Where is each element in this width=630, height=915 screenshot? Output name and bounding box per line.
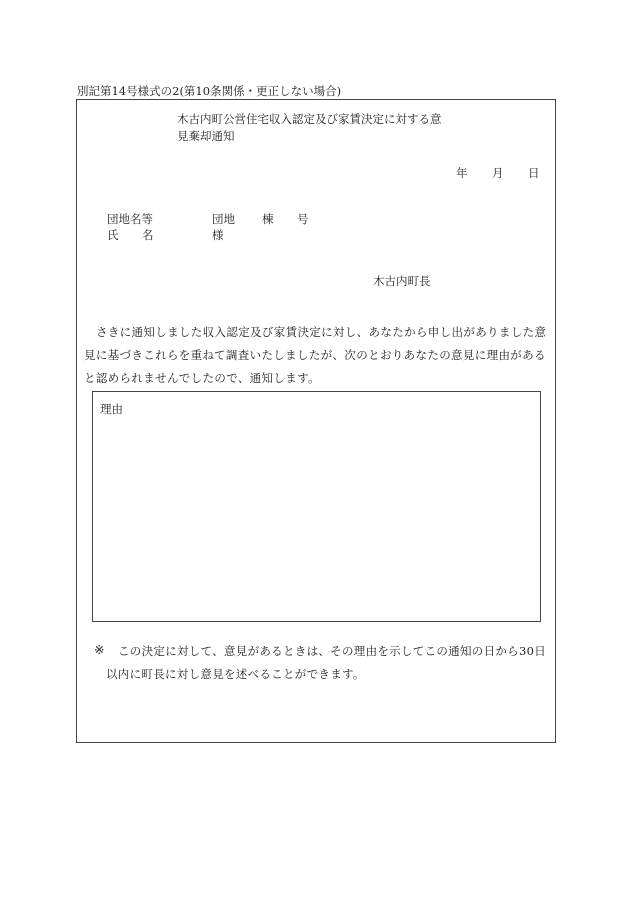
document-title-line2: 見棄却通知 (177, 129, 235, 143)
date-month-label: 月 (492, 166, 504, 180)
honorific-label: 様 (212, 228, 224, 242)
reason-label: 理由 (100, 402, 123, 416)
date-day-label: 日 (528, 166, 540, 180)
form-number-note: 別記第14号様式の2(第10条関係・更正しない場合) (77, 84, 342, 98)
document-title-line1: 木古内町公営住宅収入認定及び家賃決定に対する意 (177, 112, 442, 126)
note-text-line1: この決定に対して、意見があるときは、その理由を示してこの通知の日から30日 (118, 644, 546, 658)
body-text-line1: さきに通知しました収入認定及び家賃決定に対し、あなたから申し出がありました意 (96, 325, 547, 339)
note-text-line2: 以内に町長に対し意見を述べることができます。 (106, 667, 365, 681)
room-number-label: 号 (297, 212, 309, 226)
issuer-name: 木古内町長 (373, 274, 431, 288)
complex-name-label: 団地名等 (107, 212, 153, 226)
body-text-line3: と認められませんでしたので、通知します。 (84, 371, 320, 385)
complex-value-label: 団地 (212, 212, 235, 226)
name-label-first: 氏 (107, 228, 119, 242)
note-asterisk-mark: ※ (94, 642, 105, 657)
body-text-line2: 見に基づきこれらを重ねて調査いたしましたが、次のとおりあなたの意見に理由がある (84, 348, 546, 362)
reason-box (92, 391, 541, 622)
date-year-label: 年 (456, 166, 468, 180)
name-label-second: 名 (142, 228, 154, 242)
building-label: 棟 (262, 212, 274, 226)
